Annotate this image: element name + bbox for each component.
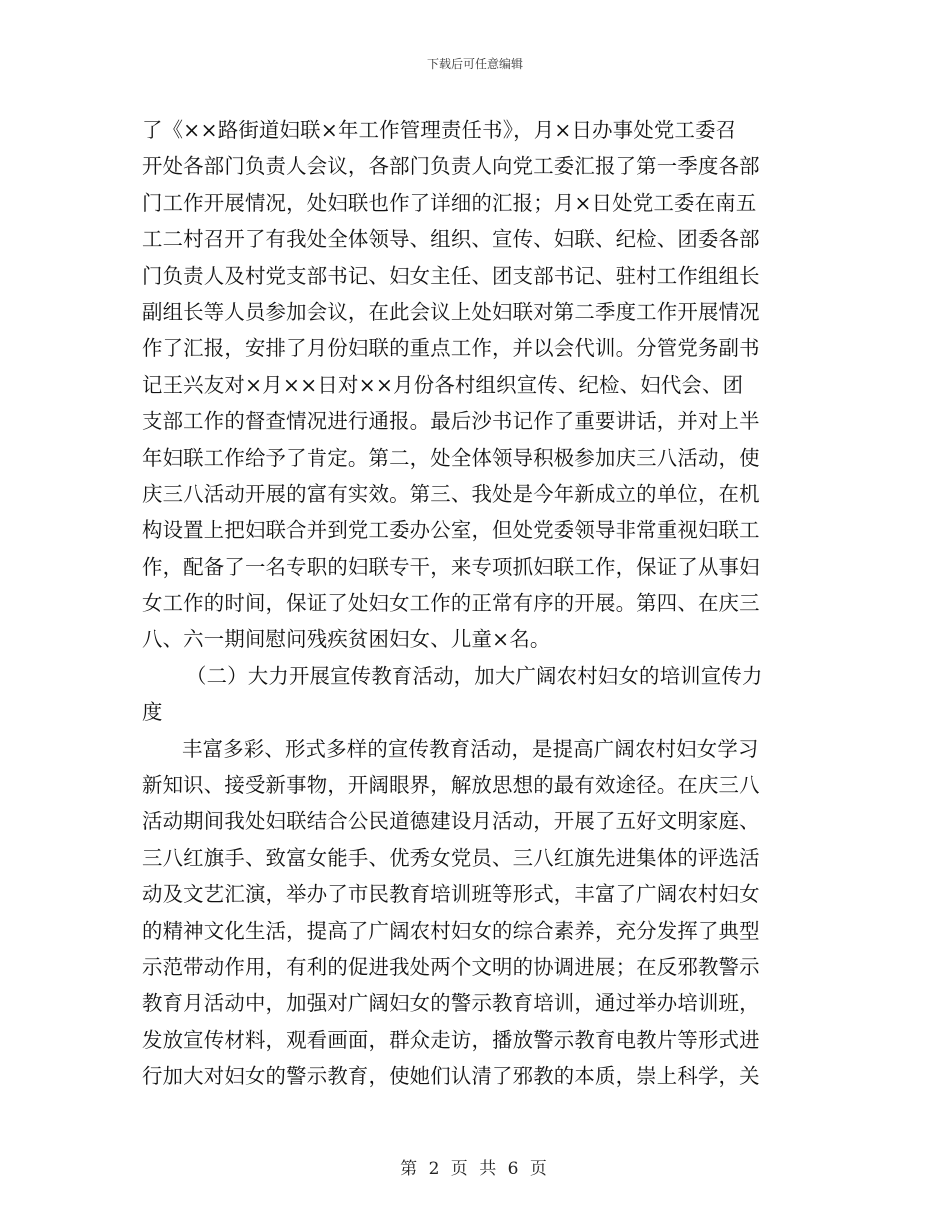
text-line: 新知识、接受新事物，开阔眼界，解放思想的最有效途径。在庆三八 bbox=[142, 773, 760, 798]
text-line: 发放宣传材料，观看画面，群众走访，播放警示教育电教片等形式进 bbox=[142, 1027, 760, 1052]
text-line: 行加大对妇女的警示教育，使她们认清了邪教的本质，崇上科学，关 bbox=[142, 1064, 760, 1089]
text-line: 的精神文化生活，提高了广阔农村妇女的综合素养，充分发挥了典型 bbox=[142, 918, 760, 943]
paragraph-start-line: 丰富多彩、形式多样的宣传教育活动，是提高广阔农村妇女学习 bbox=[182, 736, 759, 761]
text-line: 记王兴友对×月××日对××月份各村组织宣传、纪检、妇代会、团 bbox=[142, 372, 744, 397]
text-line: 作，配备了一名专职的妇联专干，来专项抓妇联工作，保证了从事妇 bbox=[142, 554, 760, 579]
page-header-note: 下载后可任意编辑 bbox=[426, 57, 523, 71]
text-line: 门负责人及村党支部书记、妇女主任、团支部书记、驻村工作组组长 bbox=[142, 263, 760, 288]
text-line: 教育月活动中，加强对广阔妇女的警示教育培训，通过举办培训班， bbox=[142, 991, 760, 1016]
section-heading-line: （二）大力开展宣传教育活动，加大广阔农村妇女的培训宣传力 bbox=[186, 663, 763, 688]
text-line: 门工作开展情况，处妇联也作了详细的汇报；月×日处党工委在南五 bbox=[142, 190, 757, 215]
text-line: 示范带动作用，有利的促进我处两个文明的协调进展；在反邪教警示 bbox=[142, 954, 760, 979]
page-number-footer: 第 2 页 共 6 页 bbox=[400, 1159, 550, 1179]
text-line: 工二村召开了有我处全体领导、组织、宣传、妇联、纪检、团委各部 bbox=[142, 227, 760, 252]
text-line: 活动期间我处妇联结合公民道德建设月活动，开展了五好文明家庭、 bbox=[142, 809, 760, 834]
text-line: 作了汇报，安排了月份妇联的重点工作，并以会代训。分管党务副书 bbox=[142, 336, 760, 361]
document-body bbox=[142, 112, 806, 1095]
text-line: 庆三八活动开展的富有实效。第三、我处是今年新成立的单位，在机 bbox=[142, 481, 760, 506]
text-line: 副组长等人员参加会议，在此会议上处妇联对第二季度工作开展情况 bbox=[142, 299, 760, 324]
text-line: 了《××路街道妇联×年工作管理责任书》，月×日办事处党工委召 bbox=[142, 118, 737, 142]
text-line: 三八红旗手、致富女能手、优秀女党员、三八红旗先进集体的评选活 bbox=[142, 845, 760, 870]
text-line: 女工作的时间，保证了处妇女工作的正常有序的开展。第四、在庆三 bbox=[142, 591, 760, 616]
text-line: 构设置上把妇联合并到党工委办公室，但处党委领导非常重视妇联工 bbox=[142, 518, 760, 543]
text-line: 开处各部门负责人会议，各部门负责人向党工委汇报了第一季度各部 bbox=[142, 154, 760, 179]
text-line: 年妇联工作给予了肯定。第二，处全体领导积极参加庆三八活动，使 bbox=[142, 445, 760, 470]
text-line: 支部工作的督查情况进行通报。最后沙书记作了重要讲话，并对上半 bbox=[142, 409, 760, 434]
text-line: 八、六一期间慰问残疾贫困妇女、儿童×名。 bbox=[142, 627, 551, 652]
section-heading-line: 度 bbox=[142, 700, 163, 725]
text-line: 动及文艺汇演，举办了市民教育培训班等形式，丰富了广阔农村妇女 bbox=[142, 882, 760, 907]
